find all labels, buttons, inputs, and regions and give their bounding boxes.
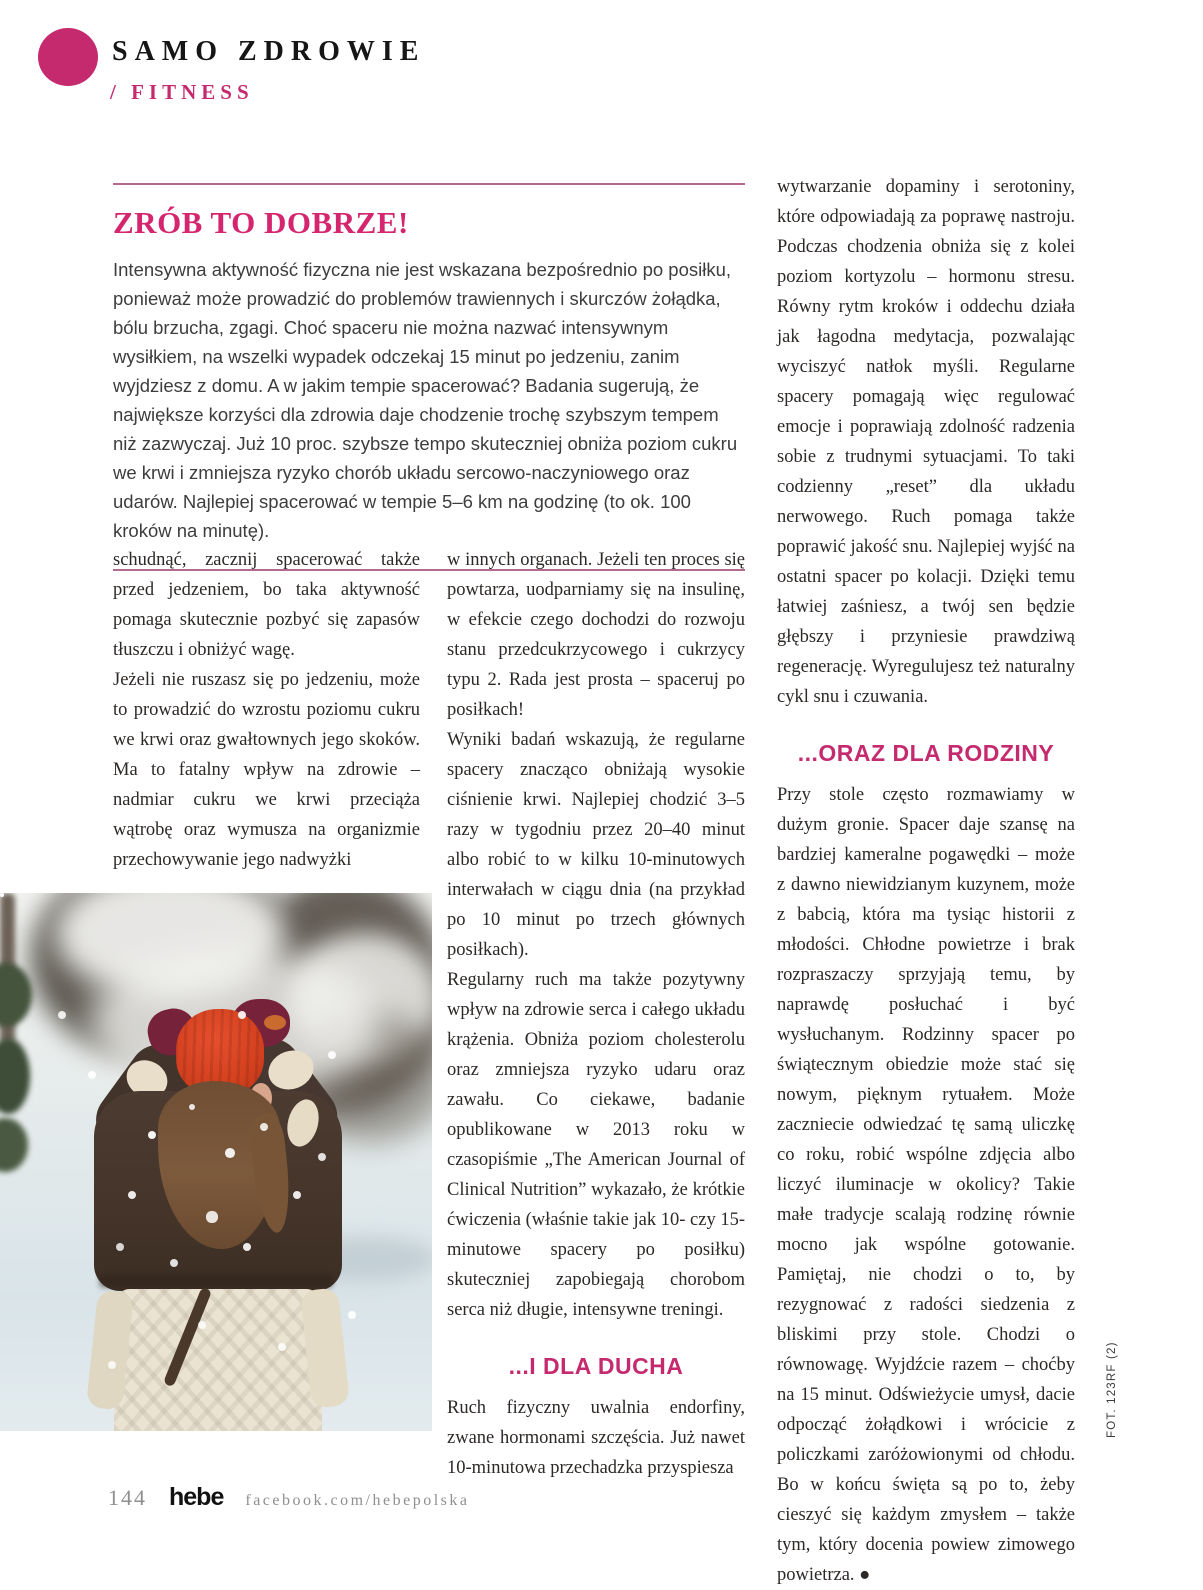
- page-number: 144: [108, 1485, 147, 1510]
- photo-credit: FOT. 123RF (2): [1106, 1341, 1118, 1438]
- tip-box-title: ZRÓB TO DOBRZE!: [113, 205, 409, 240]
- section-dot-icon: [38, 28, 98, 86]
- photo-knit-skirt: [114, 1289, 322, 1431]
- paragraph: Wyniki badań wskazują, że regularne spacery znacząco obniżają wysokie ciśnienie krwi. Najlepiej chodzić 3–5 razy w tygodniu przez 20–40 minut albo robić to w kilku 10-minutowych interwałach w ciągu dnia (na przykład po 10 minut po trzech głównych posiłkach).: [447, 730, 745, 960]
- paragraph: Regularny ruch ma także pozytywny wpływ na zdrowie serca i całego układu krążenia. Obniża poziom cholesterolu oraz zmniejsza ryzyko udaru oraz zawału. Co ciekawe, badanie opublikowane w 2013 roku w czasopiśmie „The American Journal of Clinical Nutrition” wykazało, że krótkie ćwiczenia (właśnie takie jak 10- czy 15-minutowe spacery po posiłku) skuteczniej zapobiegają chorobom serca niż długie, intensywne treningi.: [447, 970, 745, 1320]
- photo-pine-branch: [0, 963, 32, 1027]
- photo-jacket-hem: [100, 1275, 332, 1287]
- winter-walk-photo: [0, 893, 432, 1431]
- photo-glove-accent: [264, 1015, 286, 1030]
- section-title: SAMO ZDROWIE: [112, 36, 426, 67]
- tip-box: [113, 183, 745, 571]
- paragraph: wytwarzanie dopaminy i serotoniny, które odpowiadają za poprawę nastroju. Podczas chodzenia obniża się z kolei poziom kortyzolu – hormonu stresu. Równy rytm kroków i oddechu działa jak łagodna medytacja, pozwalając wyciszyć natłok myśli. Regularne spacery pomagają więc regulować emocje i poprawiają zdolność radzenia sobie z trudnymi sytuacjami. To taki codzienny „reset” dla układu nerwowego. Ruch pomaga także poprawić jakość snu. Najlepiej wyjść na ostatni spacer po kolacji. Dzięki temu łatwiej zaśniesz, a twój sen będzie głębszy i przyniesie prawdziwą regenerację. Wyregulujesz też naturalny cykl snu i czuwania.: [777, 177, 1075, 707]
- article-column-2: [447, 545, 745, 1483]
- subhead-i-dla-ducha: ...I DLA DUCHA: [508, 1353, 684, 1379]
- facebook-url: facebook.com/hebepolska: [245, 1492, 470, 1509]
- article-column-3: [777, 172, 1075, 1590]
- article-column-1: [113, 545, 420, 875]
- paragraph: Przy stole często rozmawiamy w dużym gronie. Spacer daje szansę na bardziej kameralne pogawędki – może z dawno niewidzianym kuzynem, może z babcią, która ma tysiąc historii z młodości. Chłodne powietrze i brak rozpraszaczy sprzyjają temu, by naprawdę posłuchać i być wysłuchanym. Rodzinny spacer po świątecznym obiedzie może stać się nowym, pięknym rytuałem. Może zaczniecie odwiedzać tę samą uliczkę co roku, robić wspólne zdjęcia albo liczyć iluminacje w okolicy? Takie małe tradycje scalają rodzinę równie mocno jak wspólne gotowanie. Pamiętaj, nie chodzi o to, by rezygnować z radości siedzenia z bliskimi przy stole. Chodzi o równowagę. Wyjdźcie razem – choćby na 15 minut. Odświeżycie umysł, dacie odpocząć żołądkowi i wrócicie z policzkami zaróżowionymi od chłodu. Bo w końcu święta są po to, żeby cieszyć się każdym zmysłem – także tym, który docenia powiew zimowego powietrza. ●: [777, 785, 1075, 1585]
- photo-pine-branch: [0, 1118, 28, 1172]
- photo-snowflakes: [0, 893, 4, 897]
- paragraph: schudnąć, zacznij spacerować także przed jedzeniem, bo taka aktywność pomaga skutecznie pozbyć się zapasów tłuszczu i obniżyć wagę.: [113, 550, 420, 660]
- tip-box-body: Intensywna aktywność fizyczna nie jest wskazana bezpośrednio po posiłku, ponieważ może prowadzić do problemów trawiennych i skurczów żołądka, bólu brzucha, zgagi. Choć spaceru nie można nazwać intensywnym wysiłkiem, na wszelki wypadek odczekaj 15 minut po jedzeniu, zanim wyjdziesz z domu. A w jakim tempie spacerować? Badania sugerują, że największe korzyści dla zdrowia daje chodzenie trochę szybszym tempem niż zazwyczaj. Już 10 proc. szybsze tempo skuteczniej obniża poziom cukru we krwi i zmniejsza ryzyko chorób układu sercowo-naczyniowego oraz udarów. Najlepiej spacerować w tempie 5–6 km na godzinę (to ok. 100 kroków na minutę).: [113, 259, 738, 541]
- hebe-logo: hebe: [169, 1483, 224, 1511]
- paragraph: Ruch fizyczny uwalnia endorfiny, zwane hormonami szczęścia. Już nawet 10-minutowa przechadzka przyspiesza: [447, 1398, 745, 1478]
- subhead-oraz-dla-rodziny: ...ORAZ DLA RODZINY: [797, 740, 1055, 766]
- page-footer: [108, 1483, 469, 1512]
- paragraph: Jeżeli nie ruszasz się po jedzeniu, może to prowadzić do wzrostu poziomu cukru we krwi oraz gwałtownych jego skoków. Ma to fatalny wpływ na zdrowie – nadmiar cukru we krwi przeciąża wątrobę oraz wymusza na organizmie przechowywanie jego nadwyżki: [113, 670, 420, 870]
- paragraph: w innych organach. Jeżeli ten proces się powtarza, uodparniamy się na insulinę, w efekcie czego dochodzi do rozwoju stanu przedcukrzycowego i cukrzycy typu 2. Rada jest prosta – spaceruj po posiłkach!: [447, 550, 745, 720]
- section-subtitle: / FITNESS: [110, 80, 254, 104]
- photo-pine-branch: [0, 1038, 30, 1114]
